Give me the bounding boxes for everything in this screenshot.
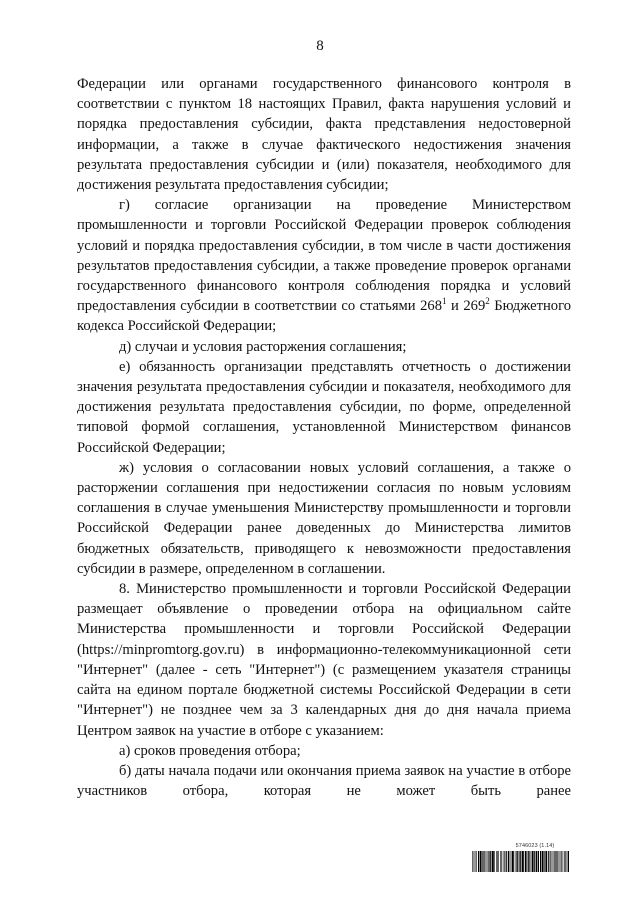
barcode-id: 5746023 (1.14) [515, 843, 555, 849]
paragraph-item-g-text: г) согласие организации на проведение Министерством промышленности и торговли Российской Федерации проверок соблюдения условий и порядка предоставления субсидии, в том числе в части достижения результатов предоставления субсидии, а также проведение проверок органами государственного финансового контроля соблюдения порядка и условий предоставления субсидии в соответствии со статьями 268 [77, 197, 571, 315]
paragraph-item-zh: ж) условия о согласовании новых условий соглашения, а также о расторжении соглашения при недостижении согласия по новым условиям соглашения в случае уменьшения Министерству промышленности и торговли Российской Федерации ранее доведенных до Министерства лимитов бюджетных обязательств, приводящего к невозможности предоставления субсидии в размере, определенном в соглашении. [77, 459, 571, 577]
superscript-2: 2 [485, 296, 490, 307]
paragraph-item-g-mid: и 269 [446, 298, 486, 315]
paragraph-item-g [77, 195, 571, 336]
paragraph-item-d: д) случаи и условия расторжения соглашения; [119, 338, 407, 355]
barcode-icon [472, 851, 569, 872]
paragraph-section-8: 8. Министерство промышленности и торговли Российской Федерации размещает объявление о проведении отбора на официальном сайте Министерства промышленности и торговли Российской Федерации (https://minpromtorg.gov.ru) в информационно-телекоммуникационной сети "Интернет" (далее - сеть "Интернет") (с размещением указателя страницы сайта на едином портале бюджетной системы Российской Федерации в сети "Интернет") не позднее чем за 3 календарных дня до дня начала приема Центром заявок на участие в отборе с указанием: [77, 581, 571, 739]
paragraph-item-e: е) обязанность организации представлять отчетность о достижении значения результата предоставления субсидии и показателя, необходимого для достижения результата предоставления субсидии, по форме, определенной типовой формой соглашения, установленной Министерством финансов Российской Федерации; [77, 358, 571, 456]
paragraph-item-g-tail: Бюджетного кодекса Российской Федерации; [77, 298, 572, 335]
page-number: 8 [316, 38, 324, 54]
document-body [77, 74, 571, 801]
paragraph-item-b: б) даты начала подачи или окончания приема заявок на участие в отборе участников отбора, которая не может быть ранее [77, 762, 571, 800]
paragraph-continuation: Федерации или органами государственного финансового контроля в соответствии с пунктом 18 настоящих Правил, факта нарушения условий и порядка предоставления субсидии, факта представления недостоверной информации, а также в случае фактического недостижения значения результата предоставления субсидии и (или) показателя, необходимого для достижения результата предоставления субсидии; [77, 76, 571, 194]
superscript-1: 1 [442, 296, 447, 307]
paragraph-item-a: а) сроков проведения отбора; [119, 742, 301, 759]
